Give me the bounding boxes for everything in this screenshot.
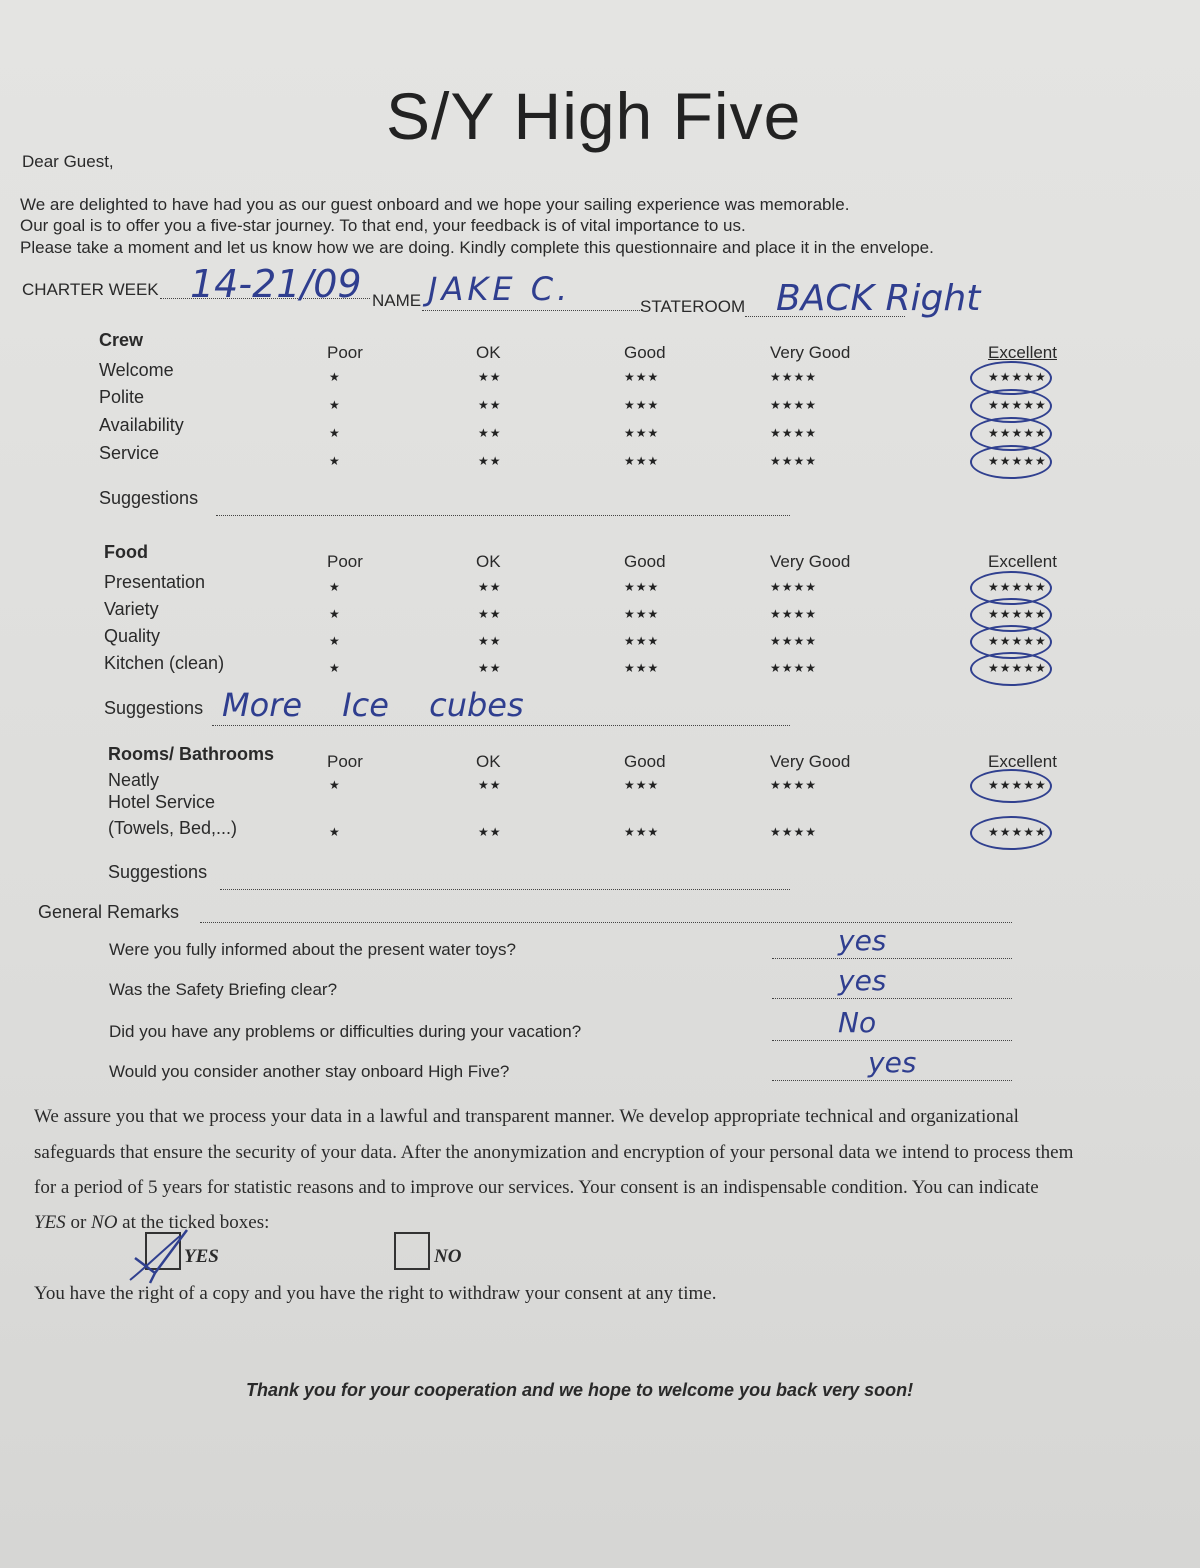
rating-option-1-star[interactable]: ★ [329,661,341,675]
remark-answer-line [772,1040,1012,1041]
charter-week-value[interactable]: 14-21/09 [190,262,362,306]
column-header-ok: OK [476,752,501,771]
remark-question: Was the Safety Briefing clear? [109,980,338,999]
privacy-or-word: or [65,1212,92,1233]
intro-line-2: Our goal is to offer you a five-star journey. To that end, your feedback is of vital importance to us. [20,216,746,235]
rating-option-2-star[interactable]: ★★ [478,370,502,384]
column-header-poor: Poor [327,552,363,571]
rating-option-5-star[interactable]: ★★★★★ [988,426,1047,440]
suggestions-line [216,515,790,516]
rating-item-label: Service [99,443,160,463]
rating-option-1-star[interactable]: ★ [329,778,341,792]
column-header-good: Good [624,752,666,771]
general-remarks-line [200,922,1012,923]
rating-option-2-star[interactable]: ★★ [478,426,502,440]
rating-option-4-star[interactable]: ★★★★ [770,661,818,675]
rating-option-3-star[interactable]: ★★★ [624,454,660,468]
rating-option-4-star[interactable]: ★★★★ [770,454,818,468]
remark-answer[interactable]: yes [868,1046,917,1079]
rating-option-4-star[interactable]: ★★★★ [770,634,818,648]
rating-option-1-star[interactable]: ★ [329,370,341,384]
selected-rating-circle [970,816,1052,850]
rating-option-4-star[interactable]: ★★★★ [770,825,818,839]
suggestions-value[interactable]: More Ice cubes [222,686,524,724]
column-header-ok: OK [476,343,501,362]
remark-answer-line [772,998,1012,999]
selected-rating-circle [970,445,1052,479]
rating-option-4-star[interactable]: ★★★★ [770,778,818,792]
privacy-line-1: We assure you that we process your data in a lawful and transparent manner. We develop appropriate technical and organizational [34,1106,1019,1127]
rating-option-3-star[interactable]: ★★★ [624,426,660,440]
rating-option-3-star[interactable]: ★★★ [624,607,660,621]
rating-item-label: Availability [99,415,184,435]
section-heading-0: Crew [99,330,144,350]
rating-item-label: Neatly [108,770,160,790]
rating-option-5-star[interactable]: ★★★★★ [988,454,1047,468]
name-line [422,310,642,311]
intro-line-3: Please take a moment and let us know how we are doing. Kindly complete this questionnaire and place it in the envelope. [20,238,934,257]
column-header-excellent: Excellent [988,752,1057,771]
rating-option-1-star[interactable]: ★ [329,580,341,594]
rating-item-label: Variety [104,599,159,619]
intro-line-1: We are delighted to have had you as our guest onboard and we hope your sailing experience was memorable. [20,195,850,214]
column-header-good: Good [624,343,666,362]
remark-question: Did you have any problems or difficulties during your vacation? [109,1022,582,1041]
column-header-ok: OK [476,552,501,571]
rating-option-3-star[interactable]: ★★★ [624,661,660,675]
privacy-line-3: for a period of 5 years for statistic reasons and to improve our services. Your consent is an indispensable condition. You can indicate [34,1177,1039,1198]
selected-rating-circle [970,769,1052,803]
rating-option-1-star[interactable]: ★ [329,398,341,412]
rating-option-3-star[interactable]: ★★★ [624,398,660,412]
rating-option-1-star[interactable]: ★ [329,825,341,839]
charter-week-label: CHARTER WEEK [22,280,159,299]
rating-option-1-star[interactable]: ★ [329,426,341,440]
suggestions-label: Suggestions [99,488,199,508]
document-title: S/Y High Five [386,79,802,153]
rating-option-5-star[interactable]: ★★★★★ [988,661,1047,675]
rating-option-4-star[interactable]: ★★★★ [770,426,818,440]
remark-answer-line [772,958,1012,959]
column-header-good: Good [624,552,666,571]
consent-no-checkbox[interactable] [394,1232,430,1270]
remark-answer[interactable]: No [838,1006,877,1039]
rating-option-3-star[interactable]: ★★★ [624,370,660,384]
rating-item-label: (Towels, Bed,...) [108,818,238,838]
suggestions-label: Suggestions [104,698,204,718]
rating-item-label: Hotel Service [108,792,216,812]
rating-option-3-star[interactable]: ★★★ [624,778,660,792]
rating-option-2-star[interactable]: ★★ [478,454,502,468]
consent-no-label: NO [434,1246,462,1267]
rating-option-2-star[interactable]: ★★ [478,661,502,675]
rating-option-5-star[interactable]: ★★★★★ [988,634,1047,648]
rating-option-1-star[interactable]: ★ [329,634,341,648]
rating-option-3-star[interactable]: ★★★ [624,580,660,594]
rating-item-label: Presentation [104,572,206,592]
remark-answer[interactable]: yes [838,964,887,997]
rating-option-4-star[interactable]: ★★★★ [770,398,818,412]
rating-option-4-star[interactable]: ★★★★ [770,580,818,594]
rating-option-5-star[interactable]: ★★★★★ [988,580,1047,594]
rating-option-3-star[interactable]: ★★★ [624,634,660,648]
rating-item-label: Quality [104,626,161,646]
suggestions-label: Suggestions [108,862,208,882]
consent-yes-label: YES [184,1246,219,1267]
section-heading-2: Rooms/ Bathrooms [108,744,275,764]
rating-option-4-star[interactable]: ★★★★ [770,607,818,621]
rating-item-label: Polite [99,387,145,407]
greeting: Dear Guest, [22,152,114,171]
remark-question: Would you consider another stay onboard High Five? [109,1062,510,1081]
suggestions-line [220,889,790,890]
column-header-very-good: Very Good [770,343,851,362]
rating-option-5-star[interactable]: ★★★★★ [988,825,1047,839]
general-remarks-label: General Remarks [38,902,180,922]
stateroom-label: STATEROOM [640,297,746,316]
column-header-poor: Poor [327,343,363,362]
privacy-no-word: NO [91,1212,118,1233]
thank-you-text: Thank you for your cooperation and we hope to welcome you back very soon! [246,1380,914,1400]
rating-item-label: Welcome [99,360,174,380]
privacy-yes-word: YES [34,1212,66,1233]
column-header-excellent: Excellent [988,343,1057,362]
selected-rating-circle [970,652,1052,686]
privacy-line-2: safeguards that ensure the security of your data. After the anonymization and encryption of your personal data we intend to process them [34,1142,1074,1163]
rating-option-5-star[interactable]: ★★★★★ [988,370,1047,384]
column-header-very-good: Very Good [770,552,851,571]
rating-item-label: Kitchen (clean) [104,653,225,673]
remark-answer[interactable]: yes [838,924,887,957]
rating-option-2-star[interactable]: ★★ [478,634,502,648]
rating-option-2-star[interactable]: ★★ [478,607,502,621]
remark-answer-line [772,1080,1012,1081]
rating-option-2-star[interactable]: ★★ [478,580,502,594]
rating-option-1-star[interactable]: ★ [329,454,341,468]
column-header-very-good: Very Good [770,752,851,771]
name-value[interactable]: JAKE C. [428,270,572,308]
privacy-line-4-rest: at the ticked boxes: [117,1212,270,1233]
column-header-poor: Poor [327,752,363,771]
rating-option-5-star[interactable]: ★★★★★ [988,398,1047,412]
suggestions-line [212,725,790,726]
column-header-excellent: Excellent [988,552,1057,571]
rating-option-2-star[interactable]: ★★ [478,398,502,412]
rating-option-2-star[interactable]: ★★ [478,825,502,839]
rating-option-5-star[interactable]: ★★★★★ [988,778,1047,792]
stateroom-value[interactable]: BACK Right [776,278,981,319]
section-heading-1: Food [104,542,148,562]
consent-yes-checkbox[interactable] [145,1232,181,1270]
rating-option-5-star[interactable]: ★★★★★ [988,607,1047,621]
rating-option-4-star[interactable]: ★★★★ [770,370,818,384]
name-label: NAME [372,291,422,310]
withdraw-consent-text: You have the right of a copy and you have the right to withdraw your consent at any time. [34,1283,717,1304]
rating-option-1-star[interactable]: ★ [329,607,341,621]
rating-option-2-star[interactable]: ★★ [478,778,502,792]
remark-question: Were you fully informed about the present water toys? [109,940,516,959]
rating-option-3-star[interactable]: ★★★ [624,825,660,839]
